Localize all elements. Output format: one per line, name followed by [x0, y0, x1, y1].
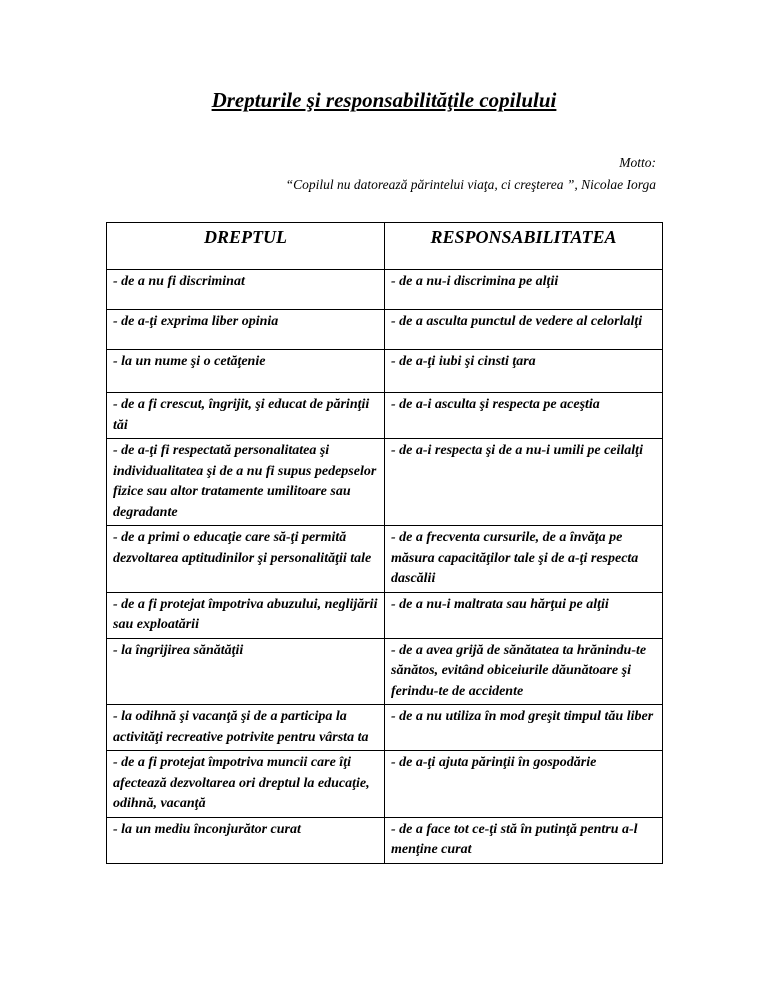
right-cell: - de a fi protejat împotriva abuzului, neglijării sau exploatării	[107, 592, 385, 638]
rights-table	[106, 222, 663, 864]
table-row	[107, 526, 663, 593]
right-cell: - de a-ţi exprima liber opinia	[107, 310, 385, 350]
page-title: Drepturile şi responsabilităţile copilului	[211, 88, 557, 112]
responsibility-cell: - de a asculta punctul de vedere al celorlalţi	[385, 310, 663, 350]
table-row	[107, 705, 663, 751]
right-cell: - de a nu fi discriminat	[107, 270, 385, 310]
header-row	[107, 223, 663, 270]
table-row	[107, 638, 663, 705]
table-row	[107, 270, 663, 310]
right-cell: - de a fi protejat împotriva muncii care îţi afectează dezvoltarea ori dreptul la educaţie, odihnă, vacanţă	[107, 751, 385, 818]
motto-quote: “Copilul nu datorează părintelui viaţa, ci creşterea ”, Nicolae Iorga	[285, 177, 656, 192]
right-cell: - de a fi crescut, îngrijit, şi educat de părinţii tăi	[107, 393, 385, 439]
responsibility-cell: - de a avea grijă de sănătatea ta hrănindu-te sănătos, evitând obiceiurile dăunătoare şi ferindu-te de accidente	[385, 638, 663, 705]
column-header-right: DREPTUL	[107, 223, 385, 270]
responsibility-cell: - de a nu-i maltrata sau hărţui pe alţii	[385, 592, 663, 638]
table-row	[107, 592, 663, 638]
responsibility-cell: - de a-i asculta şi respecta pe aceştia	[385, 393, 663, 439]
responsibility-cell: - de a-ţi iubi şi cinsti ţara	[385, 350, 663, 393]
right-cell: - la un mediu înconjurător curat	[107, 817, 385, 863]
responsibility-cell: - de a-ţi ajuta părinţii în gospodărie	[385, 751, 663, 818]
right-cell: - la îngrijirea sănătăţii	[107, 638, 385, 705]
table-row	[107, 817, 663, 863]
table-row	[107, 439, 663, 526]
table-row	[107, 310, 663, 350]
responsibility-cell: - de a face tot ce-ţi stă în putinţă pentru a-l menţine curat	[385, 817, 663, 863]
table-row	[107, 751, 663, 818]
table-row	[107, 393, 663, 439]
right-cell: - de a primi o educaţie care să-ţi permită dezvoltarea aptitudinilor şi personalităţii tale	[107, 526, 385, 593]
table-row	[107, 350, 663, 393]
column-header-responsibility: RESPONSABILITATEA	[385, 223, 663, 270]
responsibility-cell: - de a frecventa cursurile, de a învăţa pe măsura capacităţilor tale şi de a-ţi respecta dascălii	[385, 526, 663, 593]
motto-label: Motto:	[619, 155, 656, 170]
motto	[286, 152, 656, 196]
right-cell: - de a-ţi fi respectată personalitatea şi individualitatea şi de a nu fi supus pedepselor fizice sau altor tratamente umilitoare sau degradante	[107, 439, 385, 526]
right-cell: - la odihnă şi vacanţă şi de a participa la activităţi recreative potrivite pentru vârsta ta	[107, 705, 385, 751]
right-cell: - la un nume şi o cetăţenie	[107, 350, 385, 393]
responsibility-cell: - de a nu utiliza în mod greşit timpul tău liber	[385, 705, 663, 751]
responsibility-cell: - de a nu-i discrimina pe alţii	[385, 270, 663, 310]
responsibility-cell: - de a-i respecta şi de a nu-i umili pe ceilalţi	[385, 439, 663, 526]
